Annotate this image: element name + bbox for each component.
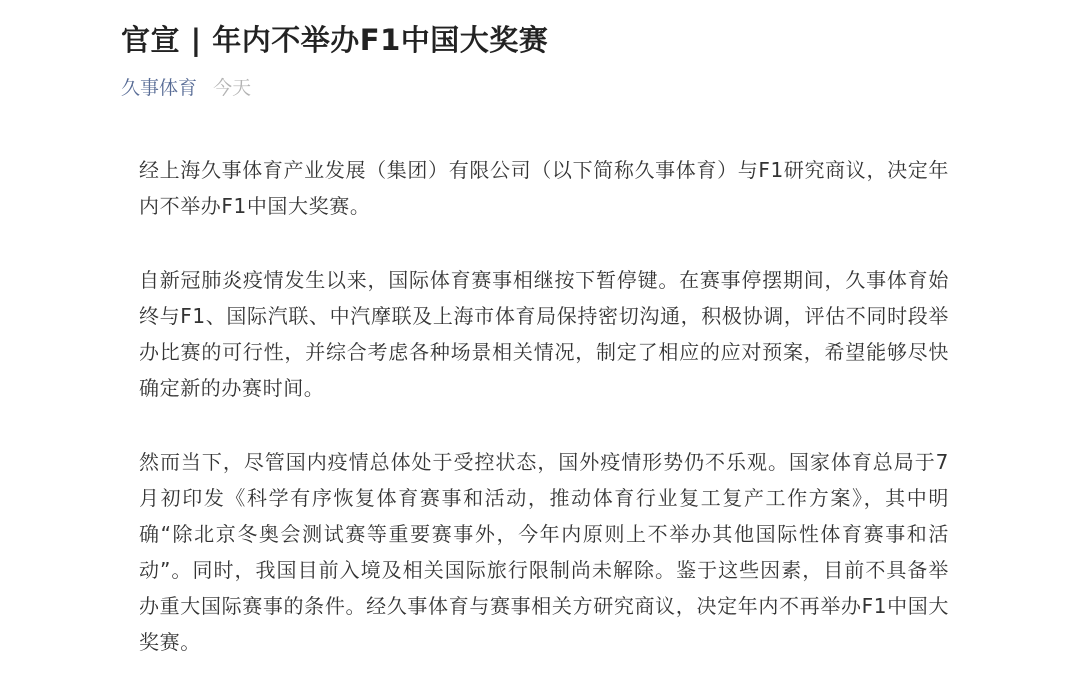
article-meta [121,74,251,102]
author-link[interactable]: 久事体育 [121,77,198,99]
article-paragraph: 然而当下，尽管国内疫情总体处于受控状态，国外疫情形势仍不乐观。国家体育总局于7月初印发《科学有序恢复体育赛事和活动，推动体育行业复工复产工作方案》，其中明确“除北京冬奥会测试赛等重要赛事外，今年内原则上不举办其他国际性体育赛事和活动”。同时，我国目前入境及相关国际旅行限制尚未解除。鉴于这些因素，目前不具备举办重大国际赛事的条件。经久事体育与赛事相关方研究商议，决定年内不再举办F1中国大奖赛。 [139,450,949,654]
publish-date: 今天 [213,77,252,99]
article-body [139,152,949,698]
article-paragraph: 经上海久事体育产业发展（集团）有限公司（以下简称久事体育）与F1研究商议，决定年内不举办F1中国大奖赛。 [139,158,949,218]
article-title: 官宣 | 年内不举办F1中国大奖赛 [121,23,549,57]
article-paragraph: 自新冠肺炎疫情发生以来，国际体育赛事相继按下暂停键。在赛事停摆期间，久事体育始终与F1、国际汽联、中汽摩联及上海市体育局保持密切沟通，积极协调，评估不同时段举办比赛的可行性，并综合考虑各种场景相关情况，制定了相应的应对预案，希望能够尽快确定新的办赛时间。 [139,268,949,400]
